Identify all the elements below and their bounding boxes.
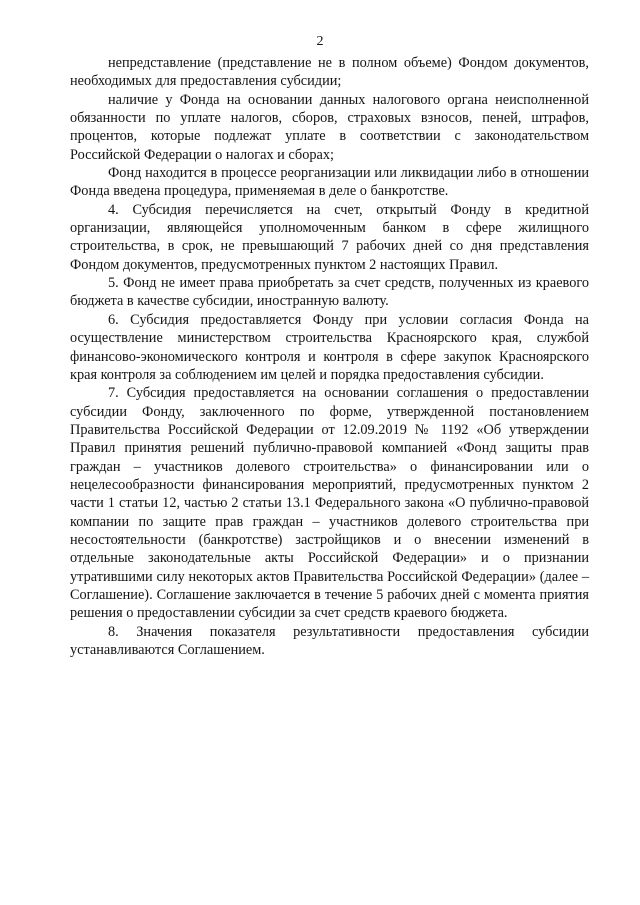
paragraph-item-5-currency: 5. Фонд не имеет права приобретать за счет средств, полученных из краевого бюджета в качестве субсидии, иностранную валюту.	[70, 275, 589, 310]
paragraph-nonsubmission-documents: непредставление (представление не в полном объеме) Фондом документов, необходимых для предоставления субсидии;	[70, 55, 589, 90]
paragraph-item-8-performance-indicator: 8. Значения показателя результативности предоставления субсидии устанавливаются Соглашением.	[70, 623, 589, 658]
paragraph-reorganization-liquidation: Фонд находится в процессе реорганизации или ликвидации либо в отношении Фонда введена процедура, применяемая в деле о банкротстве.	[70, 165, 589, 200]
paragraph-tax-arrears: наличие у Фонда на основании данных налогового органа неисполненной обязанности по уплате налогов, сборов, страховых взносов, пеней, штрафов, процентов, которые подлежат уплате в соответствии с законодательством Российской Федерации о налогах и сборах;	[70, 91, 589, 163]
page-number: 2	[316, 34, 324, 49]
paragraph-item-7-agreement: 7. Субсидия предоставляется на основании соглашения о предоставлении субсидии Фонду, заключенного по форме, утвержденной постановлением Правительства Российской Федерации от 12.09.2019 № 1192 «Об утверждении Правил принятия решений публично-правовой компанией «Фонд защиты прав граждан – участников долевого строительства» о финансировании или о нецелесообразности финансирования мероприятий, предусмотренных пунктом 2 части 1 статьи 12, частью 2 статьи 13.1 Федерального закона «О публично-правовой компании по защите прав граждан – участников долевого строительства при несостоятельности (банкротстве) застройщиков и о внесении изменений в отдельные законодательные акты Российской Федерации» и о признании утратившими силу некоторых актов Правительства Российской Федерации» (далее – Соглашение). Соглашение заключается в течение 5 рабочих дней с момента приятия решения о предоставлении субсидии за счет средств краевого бюджета.	[70, 385, 589, 622]
document-body	[70, 54, 589, 659]
paragraph-item-6-control-consent: 6. Субсидия предоставляется Фонду при условии согласия Фонда на осуществление министерством строительства Красноярского края, службой финансово-экономического контроля и контроля в сфере закупок Красноярского края контроля за соблюдением им целей и порядка предоставления субсидии.	[70, 311, 589, 383]
paragraph-item-4-transfer: 4. Субсидия перечисляется на счет, открытый Фонду в кредитной организации, являющейся уполномоченным банком в сфере жилищного строительства, в срок, не превышающий 7 рабочих дней со дня представления Фондом документов, предусмотренных пунктом 2 настоящих Правил.	[70, 201, 589, 273]
